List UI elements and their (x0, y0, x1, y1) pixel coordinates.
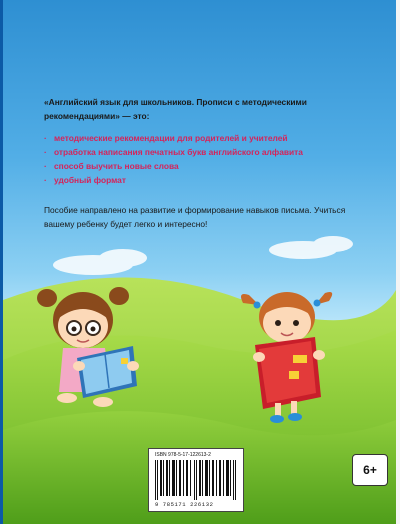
barcode-number: 9 785171 226132 (155, 501, 214, 508)
feature-list (44, 131, 303, 187)
girl-with-glasses-illustration (37, 282, 147, 412)
feature-item: · удобный формат (44, 173, 303, 187)
feature-item: · способ выучить новые слова (44, 159, 303, 173)
description-paragraph: Пособие направлено на развитие и формирование навыков письма. Учиться вашему ребенку будет легко и интересно! (44, 205, 346, 229)
feature-item: · отработка написания печатных букв английского алфавита (44, 145, 303, 159)
age-rating-badge: 6+ (352, 454, 388, 486)
intro-text: «Английский язык для школьников. Прописи с методическими рекомендациями» — это: (44, 97, 307, 121)
feature-item: · методические рекомендации для родителей и учителей (44, 131, 303, 145)
back-cover (3, 0, 396, 524)
barcode-box (148, 448, 244, 512)
isbn-label: ISBN 978-5-17-122613-2 (155, 452, 211, 458)
spine-edge (0, 0, 3, 524)
barcode-icon (155, 460, 237, 500)
page-edge (396, 0, 400, 524)
girl-with-pigtails-illustration (237, 285, 337, 425)
meadow-illustration (3, 0, 396, 524)
